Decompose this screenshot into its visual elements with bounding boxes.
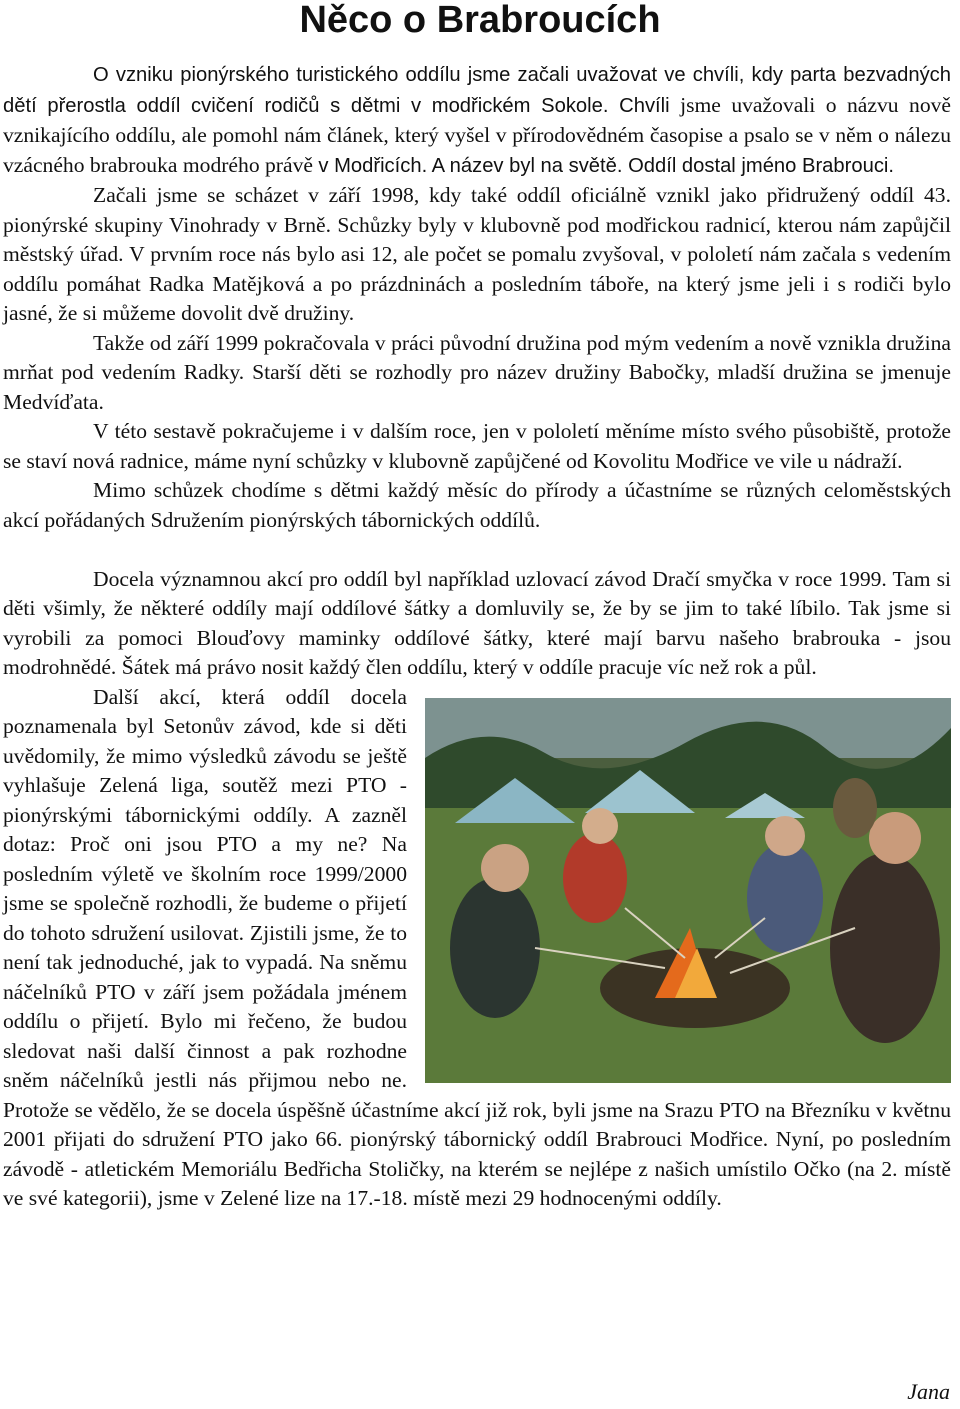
paragraph-venue: V této sestavě pokračujeme i v dalším roce, jen v pololetí měníme místo svého působiště, protože se staví nová radnice, máme nyní schůzky v klubovně zapůjčené od Kovolitu Modřice ve vile u nádraží.: [3, 419, 951, 473]
photo-person-red: [563, 833, 627, 923]
photo-person-red-head: [582, 808, 618, 844]
photo-person-blue-head: [765, 816, 805, 856]
photo-person-left: [450, 878, 540, 1018]
photo-person-back: [833, 778, 877, 838]
paragraph-origin-part-a: O vzniku pionýrského turistického oddílu jsme začali uvažovat ve chvíli, kdy parta bezvadných dětí přerostla oddíl cvičení rodičů s dětmi v: [3, 64, 951, 117]
photo-person-left-head: [481, 844, 529, 892]
article-body: [3, 60, 951, 1214]
paragraph-gap: [3, 535, 951, 565]
page-title: Něco o Brabroucích: [299, 0, 661, 41]
paragraph-origin-part-c: jsme uvažovali o názvu nově vznikajícího oddílu, ale pomohl nám článek, který vyšel v přírodovědném časopise a psalo se v něm o nálezu vzácného brabrouka modrého právě: [3, 92, 951, 177]
paragraph-groups: Takže od září 1999 pokračovala v práci původní družina pod mým vedením a nově vznikla družina mrňat pod vedením Radky. Starší děti se rozhodly pro název družiny Babočky, mladší družina se jmenuje Medvíďata.: [3, 330, 951, 414]
photo-person-right-head: [869, 812, 921, 864]
author-signature: Jana: [907, 1379, 950, 1404]
photo-person-right: [830, 853, 940, 1043]
paragraph-founding: Začali jsme se scházet v září 1998, kdy také oddíl oficiálně vznikl jako přidružený oddíl 43. pionýrské skupiny Vinohrady v Brně. Schůzky byly v klubovně pod modřickou radnicí, kterou nám zapůjčil městský úřad. V prvním roce nás bylo asi 12, ale počet se pomalu zvyšoval, v pololetí nám začala s vedením oddílu pomáhat Radka Matějková a po prázdninách a posledním táboře, na který jsme jeli i s rodiči bylo jasné, že si můžeme dovolit dvě družiny.: [3, 183, 951, 325]
campfire-photo-illustration: [425, 698, 951, 1083]
paragraph-scarves: Docela významnou akcí pro oddíl byl například uzlovací závod Dračí smyčka v roce 1999. Tam si děti všimly, že některé oddíly mají oddílové šátky a domluvily se, že by se jim to také líbilo. Tak jsme si vyrobili za pomoci Blouďovy maminky oddílové šátky, které mají barvu našeho brabrouka - jsou modrohnědé. Šátek má právo nosit každý člen oddílu, který v oddíle pracuje víc než rok a půl.: [3, 566, 951, 679]
paragraph-pto: Další akcí, která oddíl docela poznamenala byl Setonův závod, kde si děti uvědomily, že mimo výsledků závodu se ještě vyhlašuje Zelená liga, soutěž mezi PTO - pionýrskými tábornickými oddíly. A zazněl dotaz: Proč oni jsou PTO a my ne? Na posledním výletě ve školním roce 1999/2000 jsme se společně rozhodli, že budeme o přijetí do tohoto sdružení usilovat. Zjistili jsme, že to není tak jednoduché, jak to vypadá. Na sněmu náčelníků PTO v září jsem požádala jménem oddílu o přijetí. Bylo mi řečeno, že budou sledovat naši další činnost a pak rozhodne sněm náčelníků jestli nás přijmou nebo ne. Protože se vědělo, že se docela úspěšně účastníme akcí již rok, byli jsme na Srazu PTO na Březníku v květnu 2001 přijati do sdružení PTO jako 66. pionýrský tábornický oddíl Brabrouci Modřice. Nyní, po posledním závodě - atletickém Memoriálu Bedřicha Stoličky, na kterém se nejlépe z našich umístilo Očko (na 2. místě ve své kategorii), jsme v Zelené lize na 17.-18. místě mezi 29 hodnocenými oddíly.: [3, 684, 951, 1210]
paragraph-origin: [3, 60, 951, 181]
campfire-photo: [425, 698, 951, 1083]
photo-person-blue: [747, 843, 823, 953]
paragraph-origin-part-d: v Modřicích. A název byl na světě. Oddíl dostal jméno Brabrouci.: [318, 154, 895, 177]
paragraph-activities: Mimo schůzek chodíme s dětmi každý měsíc do přírody a účastníme se různých celoměstských akcí pořádaných Sdružením pionýrských tábornických oddílů.: [3, 478, 951, 532]
paragraph-origin-part-b: modřickém Sokole. Chvíli: [431, 94, 670, 117]
